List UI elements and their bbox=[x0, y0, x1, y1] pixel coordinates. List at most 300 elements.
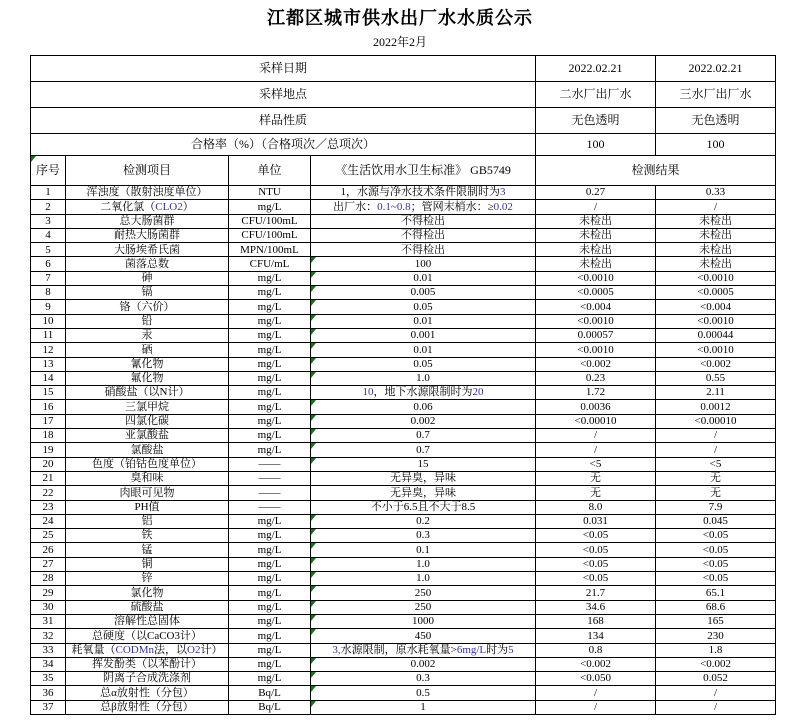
excel-flag-triangle-icon bbox=[311, 272, 316, 278]
cell-unit: mg/L bbox=[229, 200, 311, 214]
info-value-plant3: 无色透明 bbox=[656, 108, 776, 134]
cell-result-plant3: 未检出 bbox=[656, 214, 776, 228]
cell-unit: —— bbox=[229, 486, 311, 500]
cell-unit: mg/L bbox=[229, 543, 311, 557]
table-row bbox=[31, 243, 776, 257]
cell-unit: Bq/L bbox=[229, 686, 311, 700]
cell-standard: 250 bbox=[311, 600, 536, 614]
table-row bbox=[31, 314, 776, 328]
cell-result-plant3: <0.002 bbox=[656, 357, 776, 371]
cell-result-plant2: / bbox=[536, 686, 656, 700]
cell-result-plant3: <0.0010 bbox=[656, 343, 776, 357]
cell-standard: 1000 bbox=[311, 614, 536, 628]
col-header-result: 检测结果 bbox=[536, 156, 776, 186]
cell-item: 亚氯酸盐 bbox=[66, 429, 229, 443]
cell-item: 大肠埃希氏菌 bbox=[66, 243, 229, 257]
cell-result-plant2: 0.27 bbox=[536, 186, 656, 200]
table-row bbox=[31, 328, 776, 342]
cell-standard: 0.05 bbox=[311, 357, 536, 371]
excel-flag-triangle-icon bbox=[311, 257, 316, 263]
cell-result-plant3: <0.002 bbox=[656, 657, 776, 671]
excel-flag-triangle-icon bbox=[311, 586, 316, 592]
cell-standard: 1.0 bbox=[311, 371, 536, 385]
cell-result-plant3: 165 bbox=[656, 614, 776, 628]
cell-result-plant3: <0.0010 bbox=[656, 314, 776, 328]
cell-result-plant2: 168 bbox=[536, 614, 656, 628]
table-row bbox=[31, 471, 776, 485]
cell-no: 9 bbox=[31, 300, 66, 314]
cell-result-plant3: 1.8 bbox=[656, 643, 776, 657]
cell-no: 26 bbox=[31, 543, 66, 557]
excel-flag-triangle-icon bbox=[311, 415, 316, 421]
cell-result-plant3: 未检出 bbox=[656, 228, 776, 242]
cell-result-plant2: <0.0010 bbox=[536, 314, 656, 328]
excel-flag-triangle-icon bbox=[31, 156, 36, 162]
cell-standard: 1 bbox=[311, 700, 536, 714]
info-row bbox=[31, 82, 776, 108]
text-segment: 3 bbox=[500, 186, 506, 199]
col-header-standard: 《生活饮用水卫生标准》 GB5749 bbox=[311, 156, 536, 186]
table-row bbox=[31, 457, 776, 471]
cell-standard: 0.2 bbox=[311, 514, 536, 528]
cell-unit: —— bbox=[229, 500, 311, 514]
table-row bbox=[31, 529, 776, 543]
cell-no: 14 bbox=[31, 371, 66, 385]
excel-flag-triangle-icon bbox=[311, 529, 316, 535]
cell-no: 20 bbox=[31, 457, 66, 471]
text-segment: 0.1~0.8 bbox=[377, 200, 411, 213]
column-header-row bbox=[31, 156, 776, 186]
cell-standard: 0.001 bbox=[311, 328, 536, 342]
cell-item: 砷 bbox=[66, 271, 229, 285]
cell-item: 浑浊度（散射浊度单位） bbox=[66, 186, 229, 200]
cell-item: 总大肠菌群 bbox=[66, 214, 229, 228]
excel-flag-triangle-icon bbox=[311, 658, 316, 664]
table-row bbox=[31, 228, 776, 242]
cell-result-plant3: <0.0010 bbox=[656, 271, 776, 285]
table-row bbox=[31, 257, 776, 271]
cell-no: 5 bbox=[31, 243, 66, 257]
info-value-plant2: 二水厂出厂水 bbox=[536, 82, 656, 108]
cell-result-plant2: / bbox=[536, 700, 656, 714]
cell-unit: mg/L bbox=[229, 386, 311, 400]
cell-result-plant2: 0.0036 bbox=[536, 400, 656, 414]
col-header-unit: 单位 bbox=[229, 156, 311, 186]
cell-unit: mg/L bbox=[229, 672, 311, 686]
cell-no: 24 bbox=[31, 514, 66, 528]
cell-result-plant3: 230 bbox=[656, 629, 776, 643]
cell-item: 硫酸盐 bbox=[66, 600, 229, 614]
cell-result-plant2: <0.00010 bbox=[536, 414, 656, 428]
cell-unit: mg/L bbox=[229, 443, 311, 457]
cell-standard: 0.002 bbox=[311, 414, 536, 428]
cell-item: 铬（六价） bbox=[66, 300, 229, 314]
table-row bbox=[31, 486, 776, 500]
cell-standard: 100 bbox=[311, 257, 536, 271]
cell-item: 硝酸盐（以N计） bbox=[66, 386, 229, 400]
text-segment: 3, bbox=[332, 643, 341, 656]
cell-result-plant3: 0.0012 bbox=[656, 400, 776, 414]
cell-item bbox=[66, 643, 229, 657]
cell-item: 铅 bbox=[66, 314, 229, 328]
text-segment: CLO2 bbox=[155, 200, 183, 213]
cell-standard: 0.01 bbox=[311, 343, 536, 357]
excel-flag-triangle-icon bbox=[311, 372, 316, 378]
page-title: 江都区城市供水出厂水水质公示 bbox=[267, 8, 533, 28]
cell-item: 氯化物 bbox=[66, 586, 229, 600]
cell-unit: CFU/mL bbox=[229, 257, 311, 271]
table-row bbox=[31, 672, 776, 686]
cell-result-plant3: / bbox=[656, 429, 776, 443]
cell-item bbox=[66, 200, 229, 214]
table-row bbox=[31, 700, 776, 714]
info-label: 样品性质 bbox=[31, 108, 536, 134]
cell-standard: 0.3 bbox=[311, 672, 536, 686]
table-row bbox=[31, 214, 776, 228]
text-segment: 法，以 bbox=[154, 643, 188, 656]
cell-no: 2 bbox=[31, 200, 66, 214]
cell-no: 35 bbox=[31, 672, 66, 686]
info-row bbox=[31, 108, 776, 134]
excel-flag-triangle-icon bbox=[311, 629, 316, 635]
cell-standard: 0.1 bbox=[311, 543, 536, 557]
excel-flag-triangle-icon bbox=[311, 615, 316, 621]
cell-standard bbox=[311, 200, 536, 214]
cell-item: 臭和味 bbox=[66, 471, 229, 485]
col-header-no: 序号 bbox=[31, 156, 66, 186]
cell-item: 四氯化碳 bbox=[66, 414, 229, 428]
cell-result-plant2: 21.7 bbox=[536, 586, 656, 600]
cell-standard: 不得检出 bbox=[311, 214, 536, 228]
cell-result-plant2: <0.0010 bbox=[536, 271, 656, 285]
table-row bbox=[31, 557, 776, 571]
table-row bbox=[31, 500, 776, 514]
cell-no: 17 bbox=[31, 414, 66, 428]
cell-unit: mg/L bbox=[229, 572, 311, 586]
cell-unit: Bq/L bbox=[229, 700, 311, 714]
cell-result-plant3: 0.00044 bbox=[656, 328, 776, 342]
cell-result-plant2: 未检出 bbox=[536, 243, 656, 257]
excel-flag-triangle-icon bbox=[311, 358, 316, 364]
table-row bbox=[31, 643, 776, 657]
cell-item: 氰化物 bbox=[66, 357, 229, 371]
excel-flag-triangle-icon bbox=[311, 672, 316, 678]
cell-standard: 0.05 bbox=[311, 300, 536, 314]
cell-standard: 0.3 bbox=[311, 529, 536, 543]
cell-unit: mg/L bbox=[229, 328, 311, 342]
info-row bbox=[31, 56, 776, 82]
table-row bbox=[31, 386, 776, 400]
text-segment: 10 bbox=[362, 386, 374, 399]
cell-result-plant3: <0.05 bbox=[656, 557, 776, 571]
cell-result-plant3: 0.33 bbox=[656, 186, 776, 200]
cell-unit: CFU/100mL bbox=[229, 214, 311, 228]
cell-unit: mg/L bbox=[229, 614, 311, 628]
text-segment: ；管网末梢水：≥ bbox=[410, 200, 494, 213]
cell-result-plant3: <0.00010 bbox=[656, 414, 776, 428]
cell-unit: mg/L bbox=[229, 400, 311, 414]
cell-result-plant3: <0.05 bbox=[656, 543, 776, 557]
info-row bbox=[31, 134, 776, 156]
cell-unit: mg/L bbox=[229, 643, 311, 657]
cell-no: 23 bbox=[31, 500, 66, 514]
table-row bbox=[31, 514, 776, 528]
cell-no: 15 bbox=[31, 386, 66, 400]
cell-result-plant3: <0.0005 bbox=[656, 286, 776, 300]
table-row bbox=[31, 543, 776, 557]
excel-flag-triangle-icon bbox=[311, 443, 316, 449]
cell-item: 铝 bbox=[66, 514, 229, 528]
cell-standard: 450 bbox=[311, 629, 536, 643]
table-row bbox=[31, 400, 776, 414]
table-body bbox=[31, 56, 776, 715]
table-row bbox=[31, 600, 776, 614]
cell-no: 3 bbox=[31, 214, 66, 228]
cell-unit: mg/L bbox=[229, 357, 311, 371]
excel-flag-triangle-icon bbox=[311, 686, 316, 692]
cell-unit: mg/L bbox=[229, 314, 311, 328]
cell-result-plant2: / bbox=[536, 200, 656, 214]
cell-item: 氯酸盐 bbox=[66, 443, 229, 457]
cell-no: 8 bbox=[31, 286, 66, 300]
excel-flag-triangle-icon bbox=[311, 458, 316, 464]
text-segment: ） bbox=[182, 200, 194, 213]
cell-unit: mg/L bbox=[229, 429, 311, 443]
info-value-plant2: 2022.02.21 bbox=[536, 56, 656, 82]
cell-item: 色度（铂钴色度单位） bbox=[66, 457, 229, 471]
cell-result-plant3: 0.045 bbox=[656, 514, 776, 528]
cell-unit: CFU/100mL bbox=[229, 228, 311, 242]
cell-result-plant3: 0.55 bbox=[656, 371, 776, 385]
cell-result-plant3: 68.6 bbox=[656, 600, 776, 614]
cell-result-plant2: 无 bbox=[536, 486, 656, 500]
text-segment: 1，水源与净水技术条件限制时为 bbox=[340, 186, 500, 199]
info-label: 采样地点 bbox=[31, 82, 536, 108]
table-row bbox=[31, 371, 776, 385]
text-segment: 0.02 bbox=[493, 200, 513, 213]
excel-flag-triangle-icon bbox=[311, 601, 316, 607]
cell-result-plant3: <0.05 bbox=[656, 572, 776, 586]
cell-result-plant3: 无 bbox=[656, 471, 776, 485]
cell-no: 36 bbox=[31, 686, 66, 700]
cell-result-plant3: 2.11 bbox=[656, 386, 776, 400]
excel-flag-triangle-icon bbox=[311, 343, 316, 349]
cell-no: 31 bbox=[31, 614, 66, 628]
cell-result-plant2: 34.6 bbox=[536, 600, 656, 614]
cell-result-plant2: 134 bbox=[536, 629, 656, 643]
cell-standard: 不小于6.5且不大于8.5 bbox=[311, 500, 536, 514]
text-segment: 时为 bbox=[486, 643, 509, 656]
cell-standard: 无异臭，异味 bbox=[311, 486, 536, 500]
table-row bbox=[31, 300, 776, 314]
cell-unit: mg/L bbox=[229, 514, 311, 528]
cell-standard: 0.06 bbox=[311, 400, 536, 414]
cell-result-plant3: 65.1 bbox=[656, 586, 776, 600]
excel-flag-triangle-icon bbox=[311, 400, 316, 406]
table-row bbox=[31, 443, 776, 457]
table-row bbox=[31, 429, 776, 443]
table-row bbox=[31, 686, 776, 700]
text-segment: 耗氧量（ bbox=[71, 643, 116, 656]
cell-no: 1 bbox=[31, 186, 66, 200]
excel-flag-triangle-icon bbox=[311, 515, 316, 521]
cell-unit: mg/L bbox=[229, 529, 311, 543]
table-row bbox=[31, 286, 776, 300]
cell-no: 11 bbox=[31, 328, 66, 342]
cell-result-plant2: <0.0010 bbox=[536, 343, 656, 357]
info-value-plant3: 2022.02.21 bbox=[656, 56, 776, 82]
cell-item: 氟化物 bbox=[66, 371, 229, 385]
text-segment: CODMn bbox=[115, 643, 155, 656]
cell-result-plant2: 0.00057 bbox=[536, 328, 656, 342]
cell-result-plant2: <0.004 bbox=[536, 300, 656, 314]
cell-result-plant3: / bbox=[656, 443, 776, 457]
info-label: 采样日期 bbox=[31, 56, 536, 82]
cell-standard: 0.5 bbox=[311, 686, 536, 700]
cell-unit: mg/L bbox=[229, 586, 311, 600]
text-segment: 20 bbox=[472, 386, 484, 399]
cell-standard: 0.01 bbox=[311, 271, 536, 285]
cell-unit: —— bbox=[229, 457, 311, 471]
cell-no: 18 bbox=[31, 429, 66, 443]
cell-item: 耐热大肠菌群 bbox=[66, 228, 229, 242]
info-value-plant3: 三水厂出厂水 bbox=[656, 82, 776, 108]
cell-result-plant2: 未检出 bbox=[536, 228, 656, 242]
cell-item: 菌落总数 bbox=[66, 257, 229, 271]
text-segment: 5 bbox=[508, 643, 514, 656]
cell-standard bbox=[311, 643, 536, 657]
info-label: 合格率（%）（合格项次／总项次） bbox=[31, 134, 536, 156]
cell-result-plant2: 0.031 bbox=[536, 514, 656, 528]
cell-result-plant2: <0.05 bbox=[536, 572, 656, 586]
cell-standard bbox=[311, 186, 536, 200]
text-segment: 水源限制，原水耗氧量> bbox=[340, 643, 457, 656]
text-segment: 出厂水： bbox=[333, 200, 378, 213]
info-value-plant2: 100 bbox=[536, 134, 656, 156]
cell-result-plant2: 1.72 bbox=[536, 386, 656, 400]
cell-result-plant2: <5 bbox=[536, 457, 656, 471]
cell-standard: 无异臭，异味 bbox=[311, 471, 536, 485]
cell-result-plant3: 0.052 bbox=[656, 672, 776, 686]
cell-item: 镉 bbox=[66, 286, 229, 300]
cell-result-plant3: <0.004 bbox=[656, 300, 776, 314]
cell-result-plant3: / bbox=[656, 686, 776, 700]
cell-unit: mg/L bbox=[229, 300, 311, 314]
cell-result-plant3: / bbox=[656, 700, 776, 714]
cell-item: PH值 bbox=[66, 500, 229, 514]
cell-standard: 250 bbox=[311, 586, 536, 600]
cell-item: 总β放射性（分包） bbox=[66, 700, 229, 714]
cell-result-plant2: <0.05 bbox=[536, 557, 656, 571]
cell-item: 溶解性总固体 bbox=[66, 614, 229, 628]
excel-flag-triangle-icon bbox=[311, 701, 316, 707]
cell-no: 32 bbox=[31, 629, 66, 643]
cell-result-plant2: <0.050 bbox=[536, 672, 656, 686]
cell-no: 7 bbox=[31, 271, 66, 285]
cell-unit: NTU bbox=[229, 186, 311, 200]
cell-standard: 0.7 bbox=[311, 443, 536, 457]
cell-item: 锰 bbox=[66, 543, 229, 557]
cell-no: 19 bbox=[31, 443, 66, 457]
cell-no: 33 bbox=[31, 643, 66, 657]
cell-no: 29 bbox=[31, 586, 66, 600]
cell-unit: mg/L bbox=[229, 414, 311, 428]
cell-item: 肉眼可见物 bbox=[66, 486, 229, 500]
cell-no: 25 bbox=[31, 529, 66, 543]
cell-no: 37 bbox=[31, 700, 66, 714]
cell-item: 硒 bbox=[66, 343, 229, 357]
cell-no: 28 bbox=[31, 572, 66, 586]
table-row bbox=[31, 614, 776, 628]
report-month: 2022年2月 bbox=[372, 35, 427, 49]
col-header-item: 检测项目 bbox=[66, 156, 229, 186]
cell-unit: mg/L bbox=[229, 271, 311, 285]
text-segment: 6mg/L bbox=[456, 643, 487, 656]
cell-result-plant2: <0.002 bbox=[536, 657, 656, 671]
cell-no: 4 bbox=[31, 228, 66, 242]
cell-unit: mg/L bbox=[229, 286, 311, 300]
cell-no: 6 bbox=[31, 257, 66, 271]
cell-result-plant3: 7.9 bbox=[656, 500, 776, 514]
cell-result-plant3: 无 bbox=[656, 486, 776, 500]
cell-standard: 1.0 bbox=[311, 557, 536, 571]
cell-result-plant2: <0.05 bbox=[536, 543, 656, 557]
cell-no: 16 bbox=[31, 400, 66, 414]
cell-item: 铜 bbox=[66, 557, 229, 571]
cell-no: 30 bbox=[31, 600, 66, 614]
cell-result-plant3: 未检出 bbox=[656, 243, 776, 257]
cell-item: 总α放射性（分包） bbox=[66, 686, 229, 700]
cell-unit: mg/L bbox=[229, 343, 311, 357]
cell-unit: mg/L bbox=[229, 657, 311, 671]
cell-item: 总硬度（以CaCO3计） bbox=[66, 629, 229, 643]
text-segment: ，地下水源限制时为 bbox=[373, 386, 473, 399]
cell-item: 阴离子合成洗涤剂 bbox=[66, 672, 229, 686]
cell-item: 铁 bbox=[66, 529, 229, 543]
cell-no: 21 bbox=[31, 471, 66, 485]
cell-item: 锌 bbox=[66, 572, 229, 586]
table-row bbox=[31, 271, 776, 285]
info-value-plant3: 100 bbox=[656, 134, 776, 156]
cell-item: 汞 bbox=[66, 328, 229, 342]
table-row bbox=[31, 586, 776, 600]
cell-standard: 0.005 bbox=[311, 286, 536, 300]
excel-flag-triangle-icon bbox=[311, 329, 316, 335]
cell-result-plant2: 8.0 bbox=[536, 500, 656, 514]
cell-result-plant2: 无 bbox=[536, 471, 656, 485]
cell-result-plant2: / bbox=[536, 429, 656, 443]
table-row bbox=[31, 572, 776, 586]
table-row bbox=[31, 657, 776, 671]
cell-standard: 0.7 bbox=[311, 429, 536, 443]
cell-unit: MPN/100mL bbox=[229, 243, 311, 257]
cell-standard: 不得检出 bbox=[311, 228, 536, 242]
cell-standard: 1.0 bbox=[311, 572, 536, 586]
table-row bbox=[31, 343, 776, 357]
cell-no: 12 bbox=[31, 343, 66, 357]
cell-result-plant3: / bbox=[656, 200, 776, 214]
table-row bbox=[31, 629, 776, 643]
cell-result-plant2: <0.0005 bbox=[536, 286, 656, 300]
table-row bbox=[31, 186, 776, 200]
table-row bbox=[31, 414, 776, 428]
cell-unit: mg/L bbox=[229, 629, 311, 643]
cell-no: 34 bbox=[31, 657, 66, 671]
cell-unit: mg/L bbox=[229, 557, 311, 571]
table-row bbox=[31, 357, 776, 371]
cell-standard bbox=[311, 386, 536, 400]
excel-flag-triangle-icon bbox=[311, 286, 316, 292]
